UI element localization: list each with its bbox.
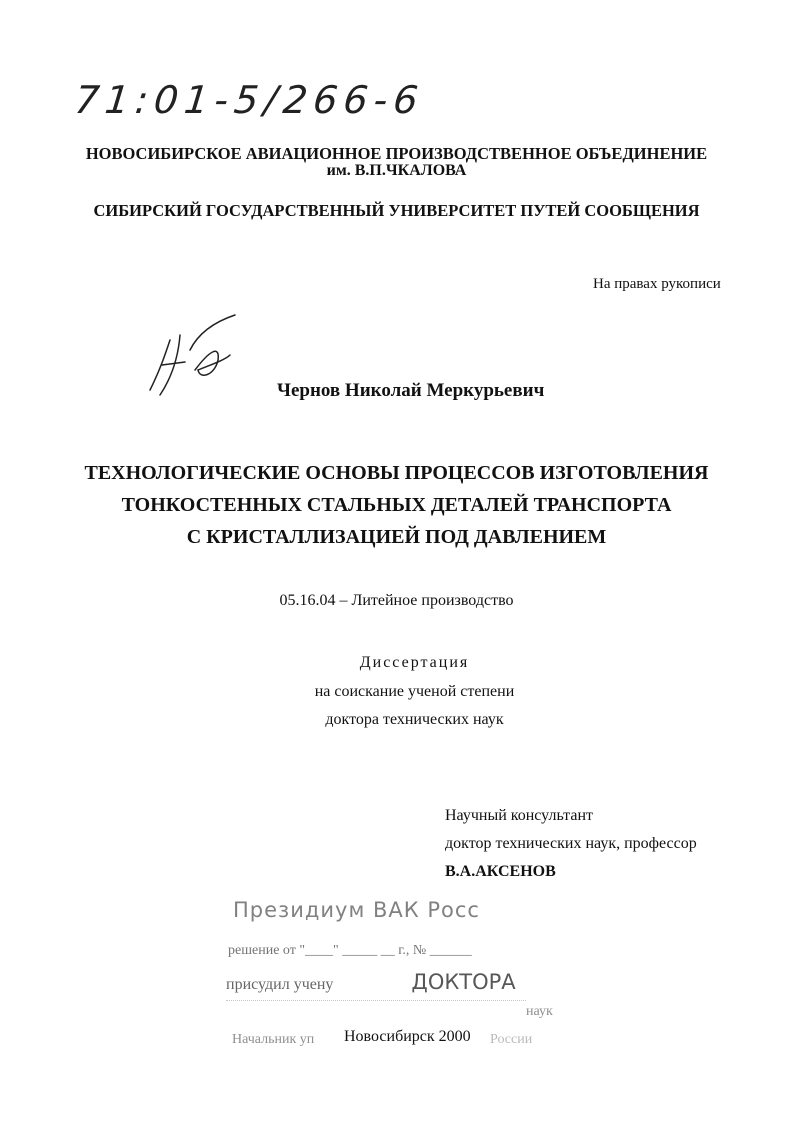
dissertation-purpose: на соискание ученой степени [314, 683, 515, 700]
manuscript-rights-note: На правах рукописи [593, 276, 721, 292]
consultant-role: Научный консультант [445, 807, 593, 824]
stamp-decision: решение от "____" _____ __ г., № ______ [228, 943, 472, 958]
stamp-chief-suffix: России [490, 1032, 533, 1047]
stamp-science: наук [526, 1004, 553, 1019]
stamp-awarded-degree: ДОКТОРА [411, 970, 516, 994]
stamp-awarded-prefix: присудил учену [226, 976, 334, 993]
dissertation-label: Диссертация [359, 654, 470, 671]
consultant-name: В.А.АКСЕНОВ [445, 863, 556, 880]
scientific-consultant [445, 802, 697, 886]
organization-line-1: НОВОСИБИРСКОЕ АВИАЦИОННОЕ ПРОИЗВОДСТВЕННОЕ ОБЪЕДИНЕНИЕ [85, 144, 708, 163]
organization-line-2: им. В.П.ЧКАЛОВА [326, 162, 467, 179]
organization-line-3: СИБИРСКИЙ ГОСУДАРСТВЕННЫЙ УНИВЕРСИТЕТ ПУТЕЙ СООБЩЕНИЯ [93, 201, 700, 220]
title-line-3: С КРИСТАЛЛИЗАЦИЕЙ ПОД ДАВЛЕНИЕМ [186, 526, 607, 548]
city-year: Новосибирск 2000 [344, 1028, 471, 1045]
consultant-title: доктор технических наук, профессор [445, 835, 697, 852]
archive-number: 71:01-5/266-6 [72, 78, 426, 122]
dissertation-degree: доктора технических наук [325, 711, 504, 728]
title-line-2: ТОНКОСТЕННЫХ СТАЛЬНЫХ ДЕТАЛЕЙ ТРАНСПОРТА [121, 494, 672, 516]
stamp-header: Президиум ВАК Росс [233, 898, 480, 922]
handwritten-signature [140, 310, 250, 400]
title-line-1: ТЕХНОЛОГИЧЕСКИЕ ОСНОВЫ ПРОЦЕССОВ ИЗГОТОВЛЕНИЯ [84, 462, 709, 484]
stamp-dotted-line [226, 1000, 526, 1001]
dissertation-title [0, 457, 793, 553]
specialty-code: 05.16.04 – Литейное производство [279, 592, 514, 609]
author-name: Чернов Николай Меркурьевич [277, 380, 545, 401]
stamp-chief: Начальник уп [232, 1032, 315, 1047]
stamp-awarded [226, 970, 516, 994]
